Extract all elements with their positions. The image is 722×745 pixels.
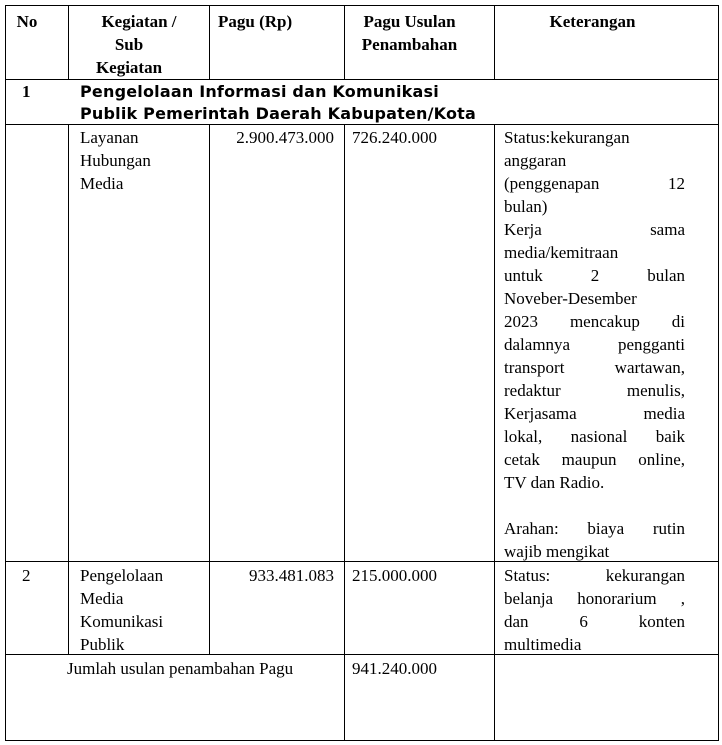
- row1-usulan: 726.240.000: [352, 128, 437, 147]
- row1-keterangan-line: Noveber-Desember: [504, 289, 637, 308]
- row1-keterangan-line: transport wartawan,: [504, 358, 685, 377]
- row2-keterangan-line: multimedia: [504, 635, 582, 654]
- row1-keterangan-line: Status:kekurangan: [504, 128, 630, 147]
- section-no: 1: [22, 82, 31, 101]
- row2-keterangan-line: belanja honorarium ,: [504, 589, 685, 608]
- row1-keterangan-line: Kerjasama media: [504, 404, 685, 423]
- header-keterangan: Keterangan: [549, 12, 636, 31]
- row2-keterangan-line: dan 6 konten: [504, 612, 685, 631]
- row2-kegiatan-line: Komunikasi: [80, 612, 164, 631]
- row1-bottom-line: [5, 561, 719, 562]
- section-title-line: Pengelolaan Informasi dan Komunikasi: [80, 82, 439, 101]
- header-no: No: [16, 12, 38, 31]
- row1-pagu: 2.900.473.000: [236, 128, 334, 147]
- row1-keterangan-line: media/kemitraan: [504, 243, 619, 262]
- row1-keterangan-line: untuk 2 bulan: [504, 266, 685, 285]
- table-border-right: [718, 5, 719, 741]
- row2-pagu: 933.481.083: [249, 566, 334, 585]
- row2-no: 2: [22, 566, 31, 585]
- section-title-line: Publik Pemerintah Daerah Kabupaten/Kota: [80, 104, 476, 123]
- row1-keterangan-line: Kerja sama: [504, 220, 685, 239]
- col-line-1-body: [68, 124, 69, 655]
- row2-kegiatan-line: Publik: [80, 635, 125, 654]
- col-line-2-body: [209, 124, 210, 655]
- row1-keterangan-line: bulan): [504, 197, 548, 216]
- col-line-4-body: [494, 124, 495, 741]
- row1-keterangan-line: TV dan Radio.: [504, 473, 605, 492]
- row1-kegiatan-line: Hubungan: [80, 151, 151, 170]
- col-line-2: [209, 5, 210, 80]
- header-usulan-line: Pagu Usulan: [363, 12, 456, 31]
- row1-keterangan-line: redaktur menulis,: [504, 381, 685, 400]
- row2-kegiatan-line: Media: [80, 589, 124, 608]
- total-value: 941.240.000: [352, 659, 437, 678]
- row1-kegiatan-line: Layanan: [80, 128, 139, 147]
- row2-keterangan-line: Status: kekurangan: [504, 566, 685, 585]
- row1-keterangan-line: 2023 mencakup di: [504, 312, 685, 331]
- row2-usulan: 215.000.000: [352, 566, 437, 585]
- total-label: Jumlah usulan penambahan Pagu: [67, 659, 294, 678]
- row1-keterangan-line: cetak maupun online,: [504, 450, 685, 469]
- header-usulan-line: Penambahan: [361, 35, 458, 54]
- table-border-bottom: [5, 740, 719, 741]
- row1-keterangan-line: lokal, nasional baik: [504, 427, 685, 446]
- row1-keterangan-line: wajib mengikat: [504, 542, 610, 561]
- row1-keterangan-line: dalamnya pengganti: [504, 335, 685, 354]
- row1-kegiatan-line: Media: [80, 174, 124, 193]
- table-border-left: [5, 5, 6, 741]
- header-kegiatan-line: Kegiatan: [95, 58, 163, 77]
- col-line-3-body: [344, 124, 345, 741]
- row2-kegiatan-line: Pengelolaan: [80, 566, 164, 585]
- header-kegiatan-line: Kegiatan /: [101, 12, 177, 31]
- header-kegiatan-line: Sub: [114, 35, 144, 54]
- header-pagu: Pagu (Rp): [218, 12, 293, 31]
- row1-keterangan-line: (penggenapan 12: [504, 174, 685, 193]
- row1-keterangan-line: Arahan: biaya rutin: [504, 519, 685, 538]
- row1-keterangan-line: anggaran: [504, 151, 567, 170]
- table-border-top: [5, 5, 719, 6]
